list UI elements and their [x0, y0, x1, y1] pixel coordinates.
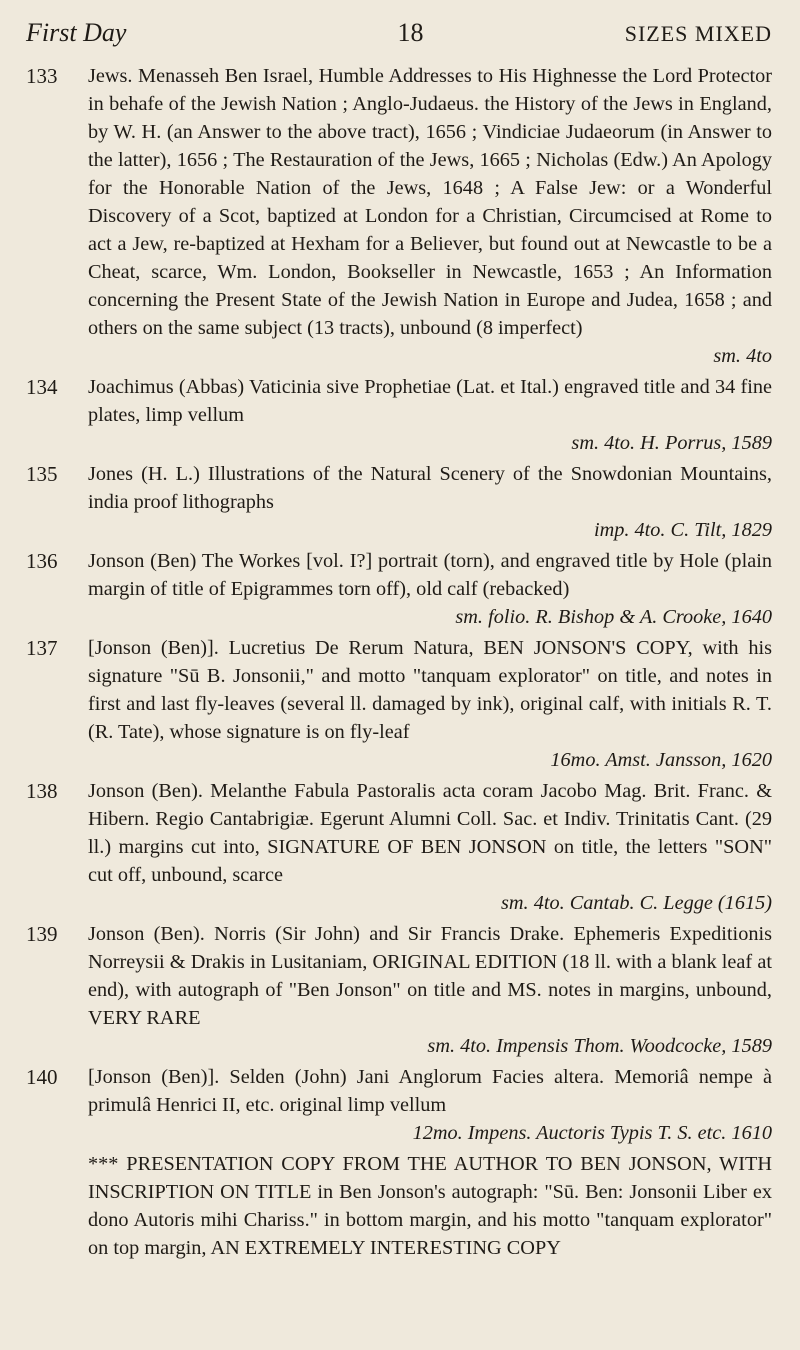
lot-number: 133: [26, 64, 58, 88]
lot-text: Jonson (Ben). Melanthe Fabula Pastoralis acta coram Jacobo Mag. Brit. Franc. & Hibern. Regio Cantabrigiæ. Egerunt Alumni Coll. Sac. et Indiv. Trinitatis Cant. (29 ll.) margins cut into, SIGNATURE OF BEN JONSON on title, the letters "SON" cut off, unbound, scarce: [88, 780, 772, 886]
lot-imprint: 12mo. Impens. Auctoris Typis T. S. etc. 1610: [412, 1122, 772, 1144]
lot-number: 138: [26, 779, 58, 803]
lot-text: Jews. Menasseh Ben Israel, Humble Addresses to His Highnesse the Lord Protector in behafe of the Jewish Nation ; Anglo-Judaeus. the History of the Jews in England, by W. H. (an Answer to the above tract), 1656 ; Vindiciae Judaeorum (in Answer to the latter), 1656 ; The Restauration of the Jews, 1665 ; Nicholas (Edw.) An Apology for the Honorable Nation of the Jews, 1648 ; A False Jew: or a Wonderful Discovery of a Scot, baptized at London for a Christian, Circumcised at Rome to act a Jew, re-baptized at Hexham for a Believer, but found out at Newcastle to be a Cheat, scarce, Wm. London, Bookseller in Newcastle, 1653 ; An Information concerning the Present State of the Jewish Nation in Europe and Judea, 1658 ; and others on the same subject (13 tracts), unbound (8 imperfect): [88, 65, 772, 339]
lot-description: [88, 547, 772, 631]
lot-135: [26, 460, 772, 544]
lot-description: [88, 373, 772, 457]
lot-description: [88, 634, 772, 774]
lot-imprint: 16mo. Amst. Jansson, 1620: [550, 749, 772, 771]
lot-number: 137: [26, 636, 58, 660]
lot-number: 136: [26, 549, 58, 573]
lot-imprint: imp. 4to. C. Tilt, 1829: [593, 519, 772, 541]
lot-133: [26, 62, 772, 370]
lot-imprint: sm. 4to. Impensis Thom. Woodcocke, 1589: [427, 1035, 772, 1057]
lot-imprint: sm. folio. R. Bishop & A. Crooke, 1640: [455, 606, 772, 628]
lot-description: [88, 920, 772, 1060]
lot-imprint: sm. 4to. Cantab. C. Legge (1615): [501, 892, 772, 914]
header-section: SIZES MIXED: [624, 21, 772, 46]
lot-text: [Jonson (Ben)]. Lucretius De Rerum Natura, BEN JONSON'S COPY, with his signature "Sū B. Jonsonii," and motto "tanquam explorator" on title, and notes in first and last fly-leaves (several ll. damaged by ink), original calf, with initials R. T. (R. Tate), whose signature is on fly-leaf: [88, 637, 772, 743]
lot-138: [26, 777, 772, 917]
lot-text: [Jonson (Ben)]. Selden (John) Jani Anglorum Facies altera. Memoriâ nempe à primulâ Henrici II, etc. original limp vellum: [88, 1066, 772, 1116]
lot-136: [26, 547, 772, 631]
lot-text: Joachimus (Abbas) Vaticinia sive Prophetiae (Lat. et Ital.) engraved title and 34 fine plates, limp vellum: [88, 376, 772, 426]
lot-imprint: sm. 4to: [713, 345, 772, 367]
lot-140-note: *** PRESENTATION COPY FROM THE AUTHOR TO BEN JONSON, WITH INSCRIPTION ON TITLE in Ben Jonson's autograph: "Sū. Ben: Jonsonii Liber ex dono Autoris mihi Chariss." in bottom margin, and his motto "tanquam explorator" on top margin, AN EXTREMELY INTERESTING COPY: [88, 1153, 772, 1259]
lot-text: Jonson (Ben). Norris (Sir John) and Sir Francis Drake. Ephemeris Expeditionis Norreysii & Drakis in Lusitaniam, ORIGINAL EDITION (18 ll. with a blank leaf at end), with autograph of "Ben Jonson" on title and MS. notes in margins, unbound, VERY RARE: [88, 923, 772, 1029]
lot-number: 140: [26, 1065, 58, 1089]
lot-text: Jones (H. L.) Illustrations of the Natural Scenery of the Snowdonian Mountains, india proof lithographs: [88, 463, 772, 513]
header-day: First Day: [26, 18, 127, 47]
lot-139: [26, 920, 772, 1060]
lot-137: [26, 634, 772, 774]
lot-description: [88, 460, 772, 544]
lot-number: 135: [26, 462, 58, 486]
lot-imprint: sm. 4to. H. Porrus, 1589: [571, 432, 772, 454]
lot-134: [26, 373, 772, 457]
running-head: [26, 18, 772, 54]
lot-description: [88, 62, 772, 370]
lot-number: 139: [26, 922, 58, 946]
lot-list: [26, 62, 772, 1262]
lot-140: [26, 1063, 772, 1147]
lot-number: 134: [26, 375, 58, 399]
lot-description: [88, 777, 772, 917]
page-number: 18: [397, 18, 424, 47]
lot-description: [88, 1063, 772, 1147]
lot-text: Jonson (Ben) The Workes [vol. I?] portrait (torn), and engraved title by Hole (plain margin of title of Epigrammes torn off), old calf (rebacked): [88, 550, 772, 600]
